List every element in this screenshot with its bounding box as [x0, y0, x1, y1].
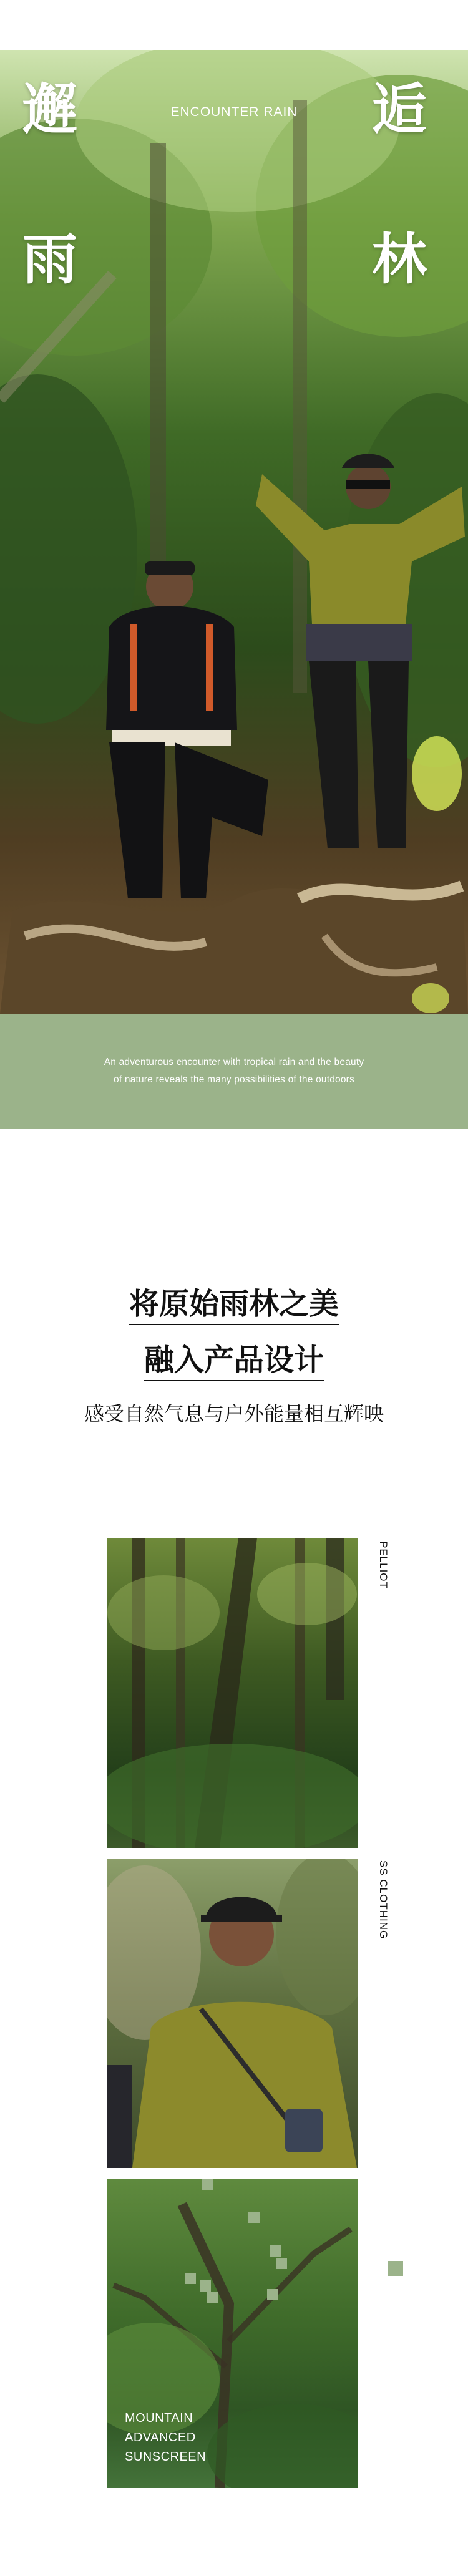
- caption-line-1: MOUNTAIN: [125, 2411, 193, 2425]
- hero-subtitle: ENCOUNTER RAIN: [170, 105, 298, 119]
- tagline-line-1: An adventurous encounter with tropical rain and the beauty: [104, 1057, 364, 1067]
- forest-trees-photo: [107, 1538, 358, 1848]
- hero-title-char-2: 逅: [372, 77, 427, 142]
- section-subheading: 感受自然气息与户外能量相互辉映: [84, 1402, 384, 1426]
- caption-line-3: SUNSCREEN: [125, 2450, 207, 2464]
- rainforest-scene-illustration: [0, 50, 468, 1014]
- pixel-square-decoration: [267, 2289, 278, 2300]
- hiker-portrait-illustration: [107, 1859, 358, 2168]
- section-heading-line-2: 融入产品设计: [0, 1345, 468, 1381]
- accent-square-decoration: [388, 2261, 403, 2276]
- hero-title-char-4: 林: [372, 227, 427, 291]
- tagline-line-2: of nature reveals the many possibilities of the outdoors: [114, 1074, 354, 1085]
- pixel-square-decoration: [248, 2212, 260, 2223]
- hiker-portrait-photo: [107, 1859, 358, 2168]
- hero-title-char-3: 雨: [22, 227, 78, 291]
- forest-trees-illustration: [107, 1538, 358, 1848]
- pixel-square-decoration: [270, 2245, 281, 2257]
- tagline-band: [0, 1014, 468, 1129]
- clothing-side-label: SS CLOTHING: [378, 1860, 389, 1940]
- mountain-forest-photo: [107, 2179, 358, 2488]
- pixel-square-decoration: [202, 2179, 213, 2190]
- pixel-square-decoration: [207, 2292, 218, 2303]
- pixel-square-decoration: [276, 2258, 287, 2269]
- pixel-square-decoration: [185, 2273, 196, 2284]
- caption-line-2: ADVANCED: [125, 2431, 196, 2444]
- section-heading-line-1: 将原始雨林之美: [0, 1289, 468, 1325]
- hero-photo: [0, 50, 468, 1014]
- brand-side-label: PELLIOT: [378, 1541, 389, 1589]
- pixel-square-decoration: [200, 2280, 211, 2292]
- hero-title-char-1: 邂: [22, 77, 78, 142]
